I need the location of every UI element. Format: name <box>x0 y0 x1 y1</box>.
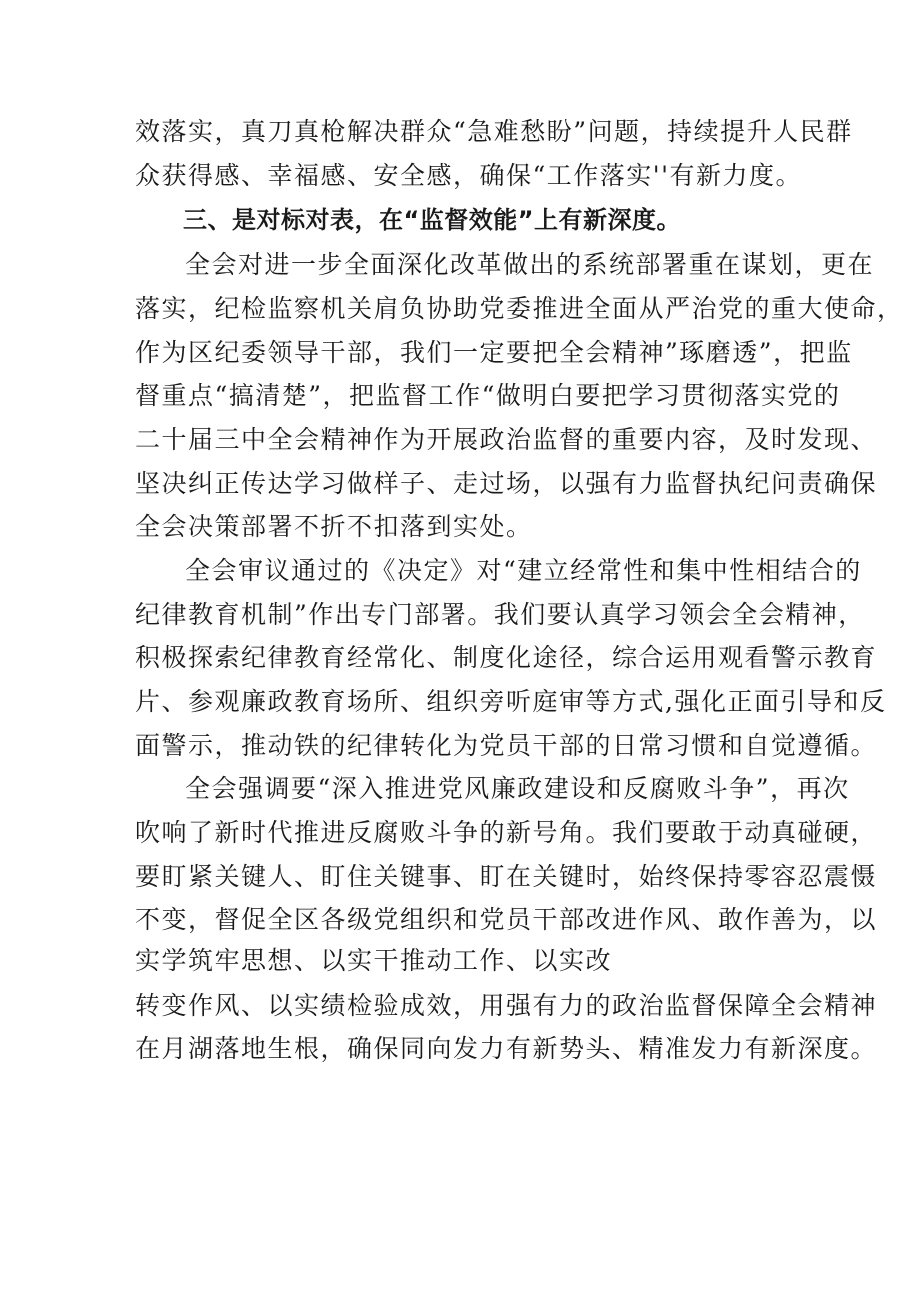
paragraph-2-line-4: 片、参观廉政教育场所、组织旁听庭审等方式,强化正面引导和反 <box>135 687 887 716</box>
paragraph-3-line-3: 要盯紧关键人、盯住关键事、盯在关键时，始终保持零容忍震慑 <box>135 862 878 891</box>
paragraph-3-line-5: 实学筑牢思想、以实干推动工作、以实改 <box>135 946 613 975</box>
paragraph-3-line-2: 吹响了新时代推进反腐败斗争的新号角。我们要敢于动真碰硬， <box>135 818 878 847</box>
paragraph-2-line-3: 积极探索纪律教育经常化、制度化途径，综合运用观看警示教育 <box>135 643 878 672</box>
paragraph-3-line-1: 全会强调要“深入推进党风廉政建设和反腐败斗争”，再次 <box>185 774 850 803</box>
paragraph-2-line-5: 面警示，推动铁的纪律转化为党员干部的日常习惯和自觉遵循。 <box>135 731 878 760</box>
paragraph-1-line-7: 全会决策部署不折不扣落到实处。 <box>135 512 533 541</box>
paragraph-1-line-2: 落实，纪检监察机关肩负协助党委推进全面从严治党的重大使命， <box>135 294 904 323</box>
paragraph-3-line-6: 转变作风、以实绩检验成效，用强有力的政治监督保障全会精神 <box>135 991 878 1020</box>
paragraph-2-line-1: 全会审议通过的《决定》对“建立经常性和集中性相结合的 <box>185 556 862 585</box>
paragraph-1-line-5: 二十届三中全会精神作为开展政治监督的重要内容，及时发现、 <box>135 425 878 454</box>
paragraph-1-line-6: 坚决纠正传达学习做样子、走过场，以强有力监督执纪问责确保 <box>135 469 878 498</box>
paragraph-1-line-1: 全会对进一步全面深化改革做出的系统部署重在谋划，更在 <box>185 250 875 279</box>
section-heading: 三、是对标对表，在“监督效能”上有新深度。 <box>183 206 682 234</box>
body-line-2: 众获得感、幸福感、安全感，确保“工作落实''有新力度。 <box>135 161 803 190</box>
paragraph-1-line-3: 作为区纪委领导干部，我们一定要把全会精神”琢磨透”，把监 <box>135 338 853 367</box>
paragraph-2-line-2: 纪律教育机制”作出专门部署。我们要认真学习领会全会精神， <box>135 600 865 629</box>
paragraph-3-line-7: 在月湖落地生根，确保同向发力有新势头、精准发力有新深度。 <box>135 1034 878 1063</box>
body-line-1: 效落实，真刀真枪解决群众“急难愁盼”问题，持续提升人民群 <box>135 117 853 146</box>
paragraph-1-line-4: 督重点“搞清楚”，把监督工作“做明白要把学习贯彻落实党的 <box>135 381 841 410</box>
paragraph-3-line-4: 不变，督促全区各级党组织和党员干部改进作风、敢作善为，以 <box>135 905 878 934</box>
